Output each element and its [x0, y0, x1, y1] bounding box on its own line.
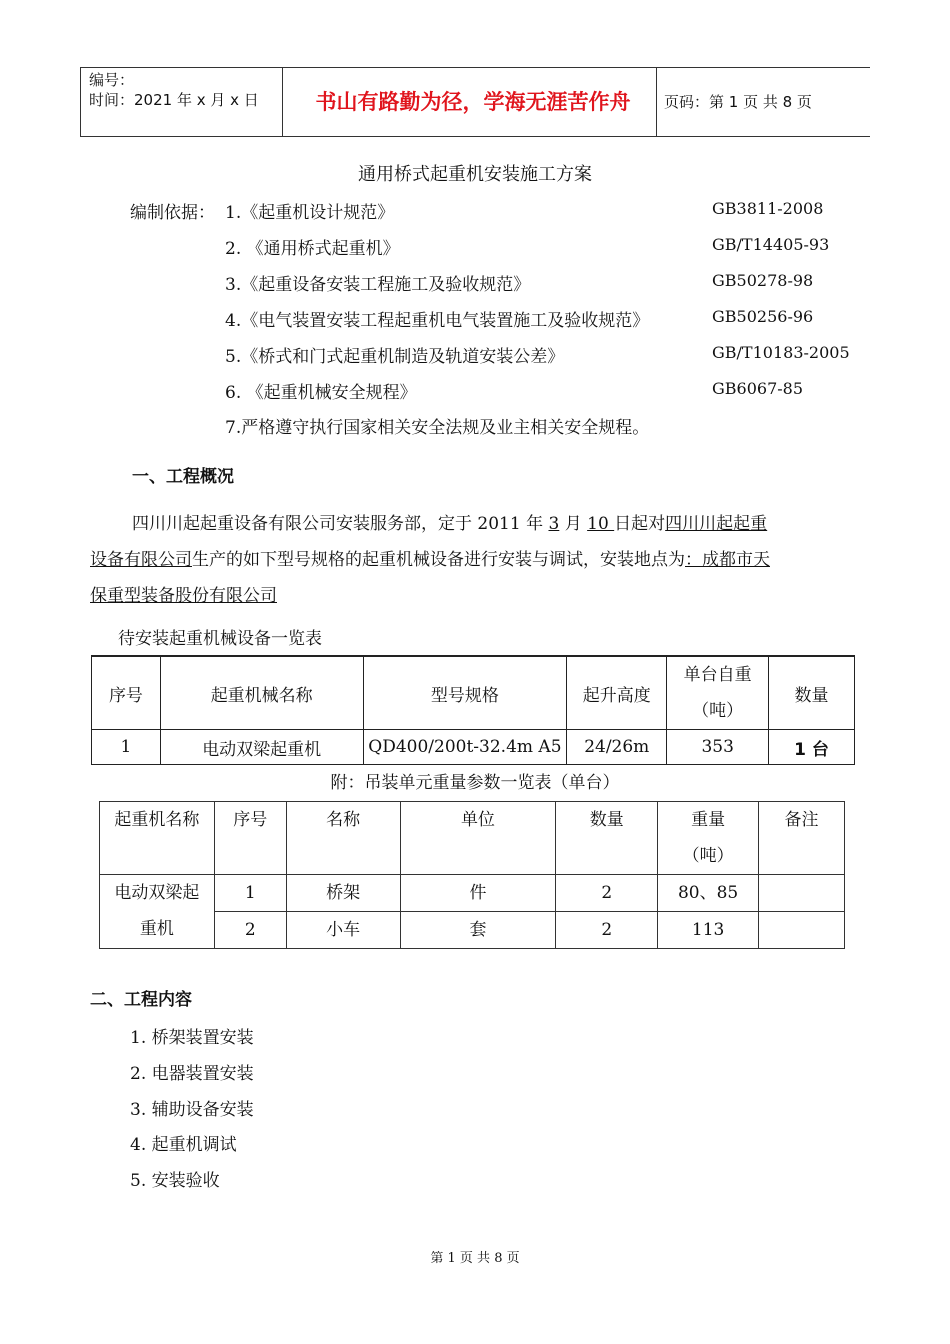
table-cell: 小车 [286, 912, 400, 949]
basis-item: 2. 《通用桥式起重机》 [225, 239, 400, 259]
start-day: 10 [587, 514, 615, 534]
table-row [100, 875, 845, 912]
table-cell [100, 875, 215, 949]
basis-label: 编制依据： [130, 203, 215, 223]
table-header: 型号规格 [363, 656, 567, 730]
table-header: 起重机械名称 [160, 656, 363, 730]
overview-paragraph-line [90, 542, 862, 578]
header-motto: 书山有路勤为径，学海无涯苦作舟 [315, 90, 631, 114]
table-header: 起重机名称 [100, 802, 215, 875]
table-header: 序号 [214, 802, 286, 875]
header-page-info: 页码：第 1 页 共 8 页 [664, 93, 812, 111]
basis-standard: GB/T14405-93 [712, 235, 830, 254]
table-header: 数量 [556, 802, 658, 875]
header-line: （吨） [682, 846, 734, 866]
table-header [667, 656, 769, 730]
table-cell: 2 [556, 912, 658, 949]
time-label: 时间：2021 年 x 月 x 日 [89, 91, 259, 109]
basis-item: 5.《桥式和门式起重机制造及轨道安装公差》 [225, 347, 565, 367]
table-header: 单位 [400, 802, 556, 875]
table-header: 数量 [769, 656, 855, 730]
table-header-row [100, 802, 845, 875]
overview-paragraph-line [90, 578, 862, 614]
table-cell: 113 [658, 912, 759, 949]
table-header: 名称 [286, 802, 400, 875]
basis-standard: GB50256-96 [712, 307, 814, 326]
lifting-unit-table [99, 801, 845, 949]
code-label: 编号： [89, 71, 135, 89]
section-heading: 二、工程内容 [90, 990, 192, 1010]
table-header-row [92, 656, 855, 730]
text-span: 四川川起起重设备有限公司安装服务部，定于 2011 年 [132, 514, 549, 534]
basis-item: 7.严格遵守执行国家相关安全法规及业主相关安全规程。 [225, 418, 650, 438]
header-divider [282, 68, 283, 136]
cell-line: 重机 [139, 919, 174, 939]
table-cell: 件 [400, 875, 556, 912]
header-divider [80, 68, 81, 136]
table-cell: 套 [400, 912, 556, 949]
client-name: 四川川起起重 [665, 514, 768, 534]
table-header: 备注 [759, 802, 845, 875]
table-caption: 待安装起重机械设备一览表 [118, 629, 322, 649]
document-title: 通用桥式起重机安装施工方案 [358, 164, 592, 185]
basis-standard: GB/T10183-2005 [712, 343, 850, 362]
equipment-table [91, 655, 855, 765]
table-header: 起升高度 [567, 656, 667, 730]
table-cell: 1 台 [769, 730, 855, 765]
table-cell: 1 [92, 730, 161, 765]
table-cell: 80、85 [658, 875, 759, 912]
cell-line: 电动双梁起 [114, 883, 200, 903]
table-cell [759, 912, 845, 949]
table-header [658, 802, 759, 875]
header-meta [89, 70, 259, 110]
table-caption: 附：吊装单元重量参数一览表（单台） [330, 773, 620, 793]
header-line: （吨） [692, 701, 744, 721]
basis-item: 1.《起重机设计规范》 [225, 203, 395, 223]
list-item: 5. 安装验收 [130, 1171, 220, 1191]
header-line: 单台自重 [683, 665, 752, 685]
section-heading: 一、工程概况 [132, 467, 234, 487]
list-item: 3. 辅助设备安装 [130, 1100, 254, 1120]
basis-standard: GB50278-98 [712, 271, 814, 290]
overview-paragraph-line [132, 506, 904, 542]
list-item: 1. 桥架装置安装 [130, 1028, 254, 1048]
list-item: 2. 电器装置安装 [130, 1064, 254, 1084]
text-span: 生产的如下型号规格的起重机械设备进行安装与调试，安装地点为 [192, 550, 685, 570]
table-cell: 2 [214, 912, 286, 949]
install-location: 保重型装备股份有限公司 [90, 586, 277, 606]
table-cell: QD400/200t-32.4m A5 [363, 730, 567, 765]
client-name: 设备有限公司 [90, 550, 192, 570]
basis-standard: GB3811-2008 [712, 199, 824, 218]
text-span: 日起对 [614, 514, 666, 534]
table-row [92, 730, 855, 765]
text-span: 月 [559, 514, 588, 534]
table-cell: 353 [667, 730, 769, 765]
basis-item: 4.《电气装置安装工程起重机电气装置施工及验收规范》 [225, 311, 650, 331]
table-header: 序号 [92, 656, 161, 730]
basis-standard: GB6067-85 [712, 379, 804, 398]
basis-item: 6. 《起重机械安全规程》 [225, 383, 417, 403]
page-footer: 第 1 页 共 8 页 [430, 1251, 520, 1266]
table-cell: 2 [556, 875, 658, 912]
basis-item: 3.《起重设备安装工程施工及验收规范》 [225, 275, 531, 295]
table-cell [759, 875, 845, 912]
page-header [80, 67, 870, 137]
header-line: 重量 [691, 810, 726, 830]
table-cell: 电动双梁起重机 [160, 730, 363, 765]
table-cell: 24/26m [567, 730, 667, 765]
start-month: 3 [548, 514, 560, 534]
install-location: ：成都市天 [685, 550, 770, 570]
table-cell: 桥架 [286, 875, 400, 912]
list-item: 4. 起重机调试 [130, 1135, 237, 1155]
table-cell: 1 [214, 875, 286, 912]
